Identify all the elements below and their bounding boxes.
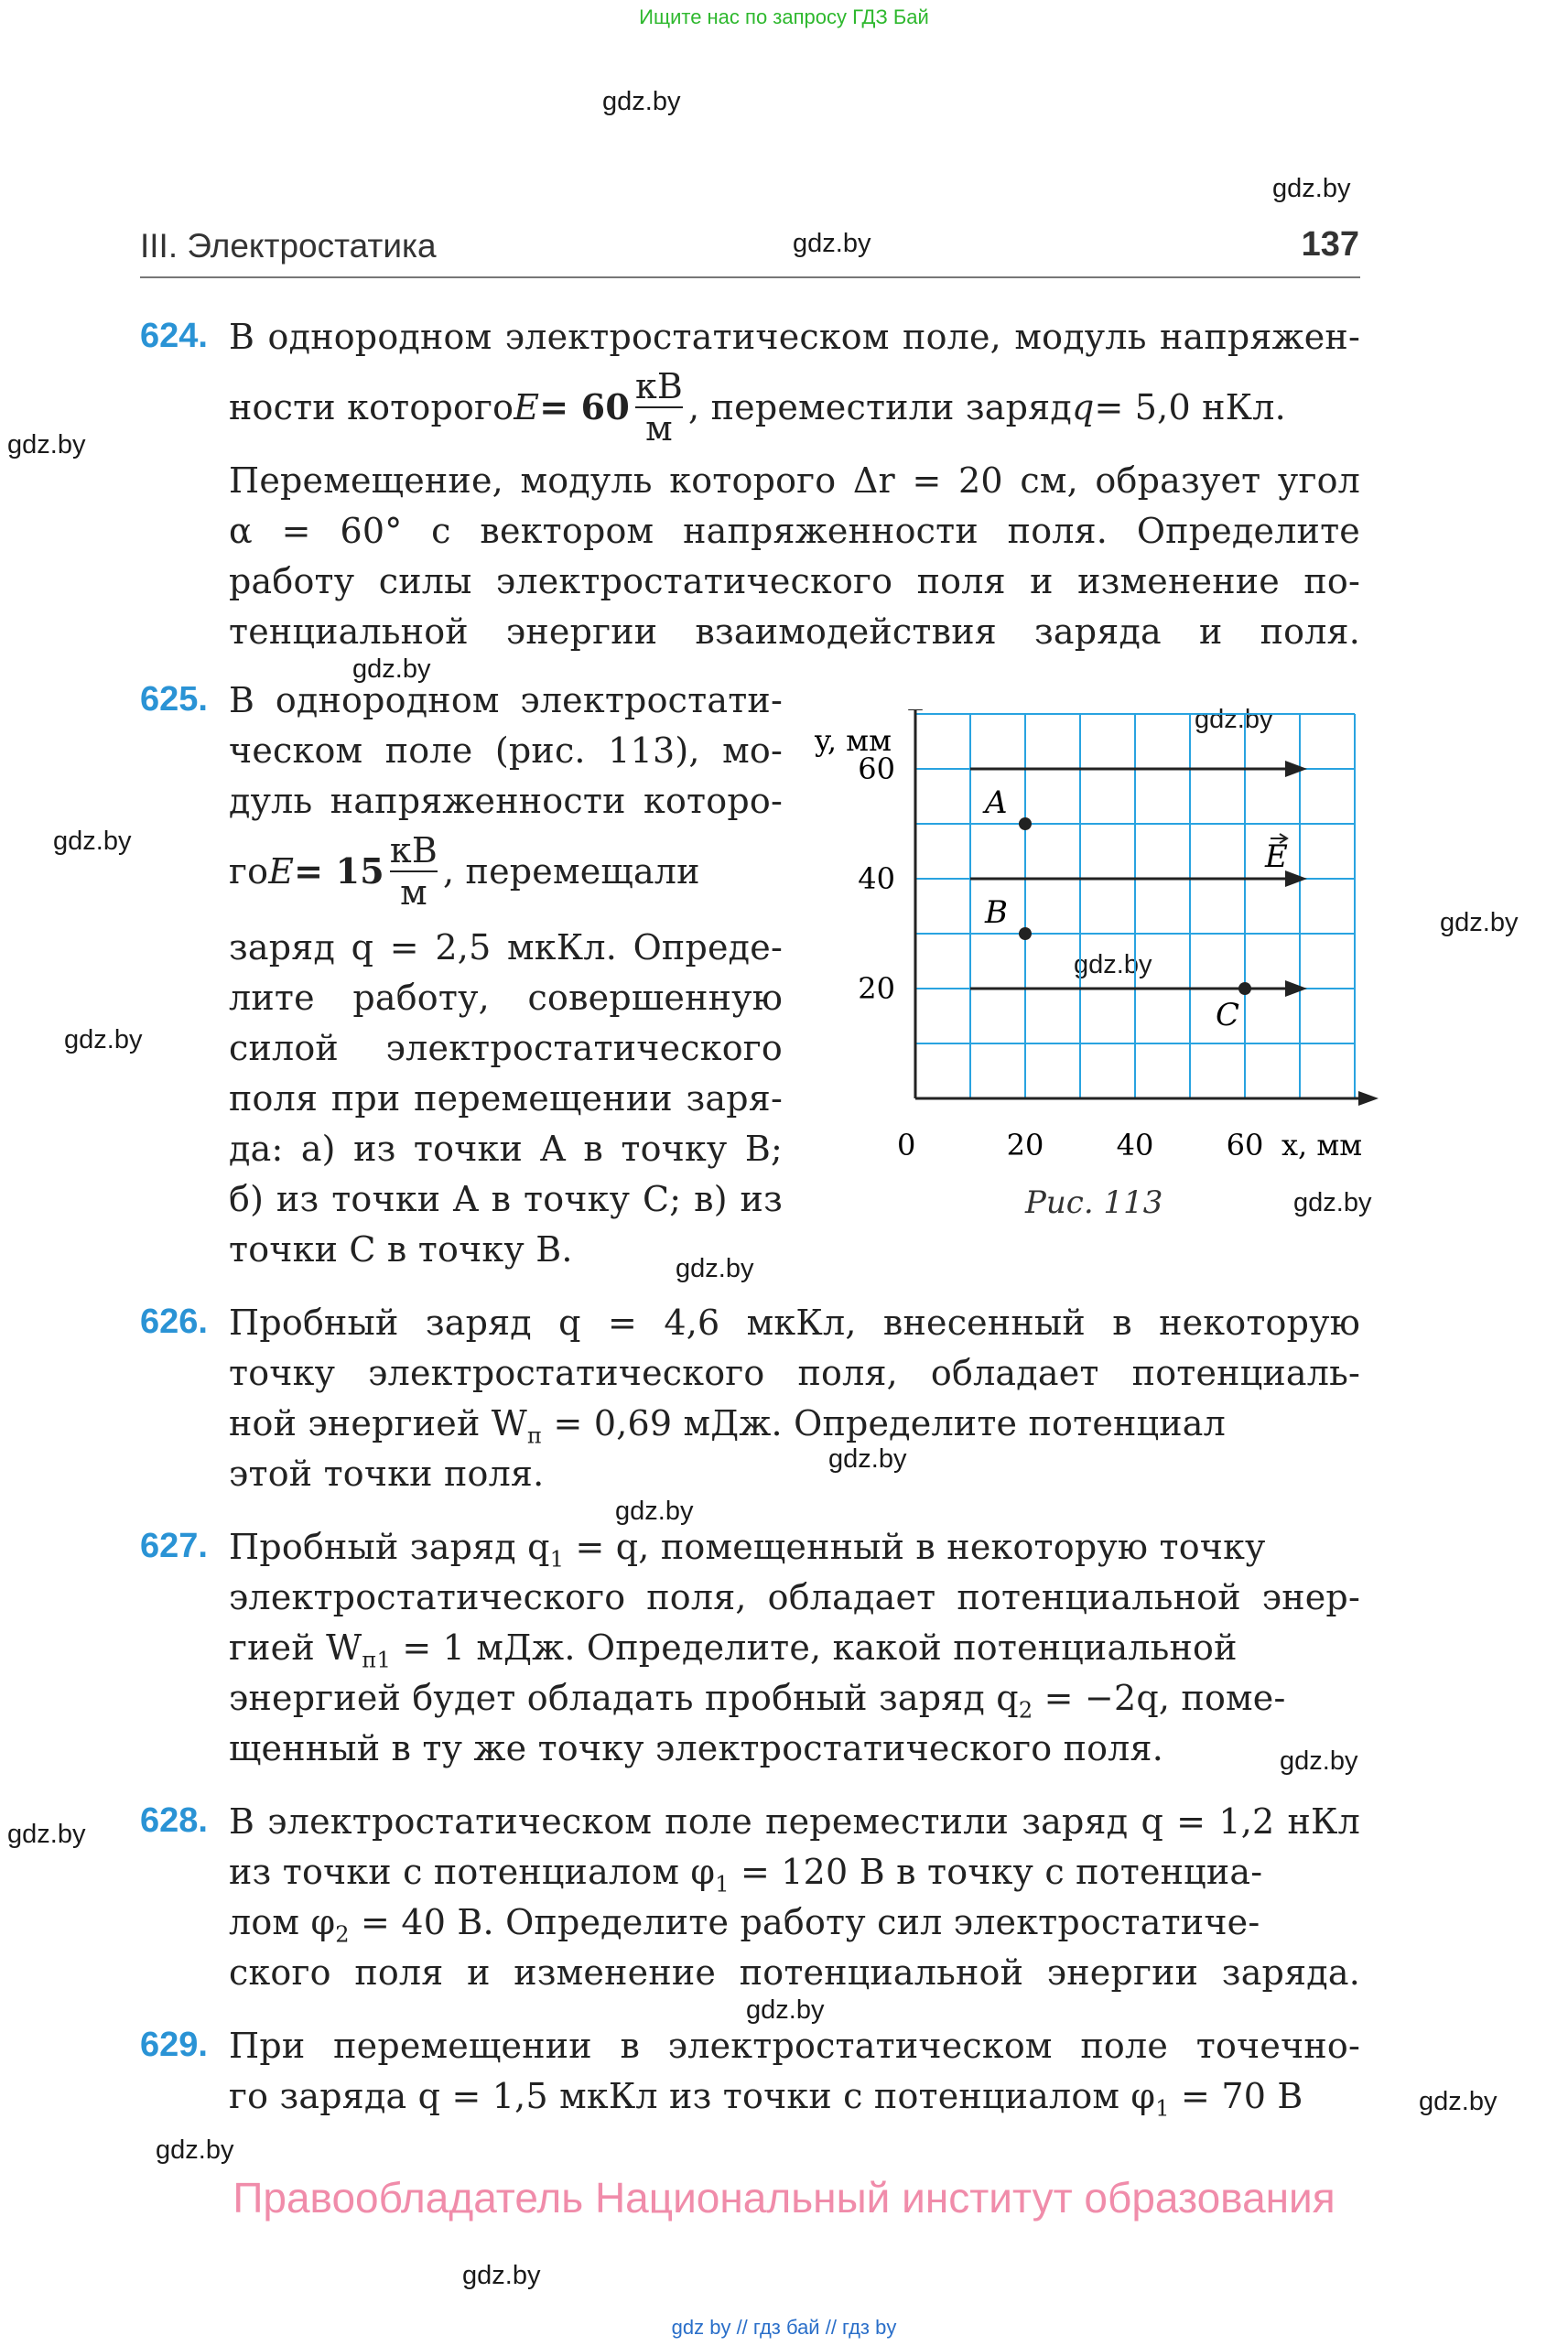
watermark: gdz.by — [1419, 2087, 1498, 2116]
problem-text-line: го заряда q = 1,5 мкКл из точки с потенциалом $\varphi_1 = 70$ В — [229, 2076, 1303, 2122]
page-number: 137 — [1301, 225, 1359, 264]
watermark: gdz.by — [1440, 908, 1519, 937]
footer-links: gdz by // гдз бай // гдз by — [671, 2316, 897, 2339]
problem-number: 625. — [140, 680, 208, 719]
watermark: gdz.by — [352, 654, 431, 684]
problem-text-line: Перемещение, модуль которого Δr = 20 см, образует угол — [229, 460, 1360, 501]
problem-text-line: В однородном электростати- — [229, 680, 783, 720]
watermark: gdz.by — [7, 1820, 86, 1849]
figure-caption: Рис. 113 — [1025, 1184, 1163, 1221]
chapter-title: III. Электростатика — [140, 227, 437, 265]
field-line-arrow — [1285, 761, 1307, 777]
point-b — [1019, 927, 1032, 940]
watermark: gdz.by — [793, 229, 871, 258]
problem-text-line: этой точки поля. — [229, 1454, 545, 1494]
watermark: gdz.by — [746, 1995, 825, 2025]
problem-text-line: заряд q = 2,5 мкКл. Опреде- — [229, 927, 783, 968]
fraction: $\frac{кВ}{м}$ — [389, 830, 438, 913]
field-line-arrow — [1285, 980, 1307, 997]
problem-text-line: энергией будет обладать пробный заряд $q_2 = -2q$, поме- — [229, 1678, 1286, 1724]
field-vector-label: E — [1265, 838, 1288, 875]
watermark: gdz.by — [1074, 950, 1152, 979]
problem-number: 626. — [140, 1303, 208, 1341]
header-rule — [140, 276, 1360, 278]
watermark: gdz.by — [64, 1025, 143, 1054]
y-tick-label: 20 — [858, 971, 895, 1006]
point-label: C — [1216, 997, 1240, 1033]
problem-number: 624. — [140, 317, 208, 355]
problem-text-line: электростатического поля, обладает потенциальной энер- — [229, 1577, 1360, 1617]
problem-text-line: α = 60° с вектором напряженности поля. Определите — [229, 511, 1360, 551]
problem-text-line: лом $\varphi_2 = 40$ В. Определите работу сил электростатиче- — [229, 1902, 1260, 1948]
problem-text-line: В однородном электростатическом поле, модуль напряжен- — [229, 317, 1360, 357]
x-axis-arrow — [1358, 1091, 1379, 1106]
watermark: gdz.by — [602, 87, 681, 116]
problem-text-line: В электростатическом поле переместили заряд q = 1,2 нКл — [229, 1801, 1360, 1842]
point-c — [1238, 982, 1251, 995]
x-tick-label: 40 — [1116, 1128, 1154, 1162]
problem-text-line: дуль напряженности которо- — [229, 781, 783, 821]
problem-text-line: работу силы электростатического поля и изменение по- — [229, 561, 1360, 601]
problem-text-line: гией $W_{п1} = 1$ мДж. Определите, какой потенциальной — [229, 1627, 1238, 1673]
problem-text-line: да: а) из точки A в точку B; — [229, 1129, 783, 1169]
problem-text-line: силой электростатического — [229, 1028, 783, 1068]
problem-text-line: поля при перемещении заря- — [229, 1078, 783, 1119]
watermark: gdz.by — [156, 2135, 234, 2165]
problem-text-line: точку электростатического поля, обладает потенциаль- — [229, 1353, 1360, 1393]
problem-text-line: Пробный заряд $q_1 = q$, помещенный в некоторую точку — [229, 1527, 1266, 1573]
problem-text-line: ности которого E = 60 $\frac{кВ}{м}$ , переместили заряд q = 5,0 нКл. — [229, 366, 1286, 449]
problem-text-line: При перемещении в электростатическом поле точечно- — [229, 2026, 1360, 2066]
problem-text-line: ского поля и изменение потенциальной энергии заряда. — [229, 1952, 1360, 1993]
watermark: gdz.by — [828, 1444, 907, 1474]
fraction: $\frac{кВ}{м}$ — [634, 366, 684, 449]
watermark: gdz.by — [1272, 174, 1351, 203]
problem-text-line: го E = 15 $\frac{кВ}{м}$ , перемещали — [229, 830, 700, 913]
problem-number: 629. — [140, 2026, 208, 2064]
watermark: gdz.by — [7, 430, 86, 459]
watermark: gdz.by — [676, 1254, 754, 1283]
watermark: gdz.by — [53, 827, 132, 856]
watermark: gdz.by — [1280, 1746, 1358, 1776]
problem-text-line: тенциальной энергии взаимодействия заряда и поля. — [229, 611, 1360, 652]
tick-labels — [858, 751, 1263, 1162]
copyright-notice: Правообладатель Национальный институт образования — [232, 2174, 1336, 2222]
point-label: A — [985, 784, 1008, 821]
problem-number: 627. — [140, 1527, 208, 1565]
x-axis-label: x, мм — [1281, 1128, 1363, 1162]
top-banner: Ищите нас по запросу ГДЗ Бай — [639, 5, 929, 28]
origin-label: 0 — [897, 1128, 916, 1162]
watermark: gdz.by — [615, 1497, 694, 1526]
y-tick-label: 40 — [858, 861, 895, 896]
y-tick-label: 60 — [858, 751, 895, 786]
problem-number: 628. — [140, 1801, 208, 1840]
field-lines — [970, 761, 1307, 997]
x-tick-label: 60 — [1226, 1128, 1264, 1162]
problem-text-line: лите работу, совершенную — [229, 978, 783, 1018]
watermark: gdz.by — [1195, 705, 1273, 734]
problem-text-line: из точки с потенциалом $\varphi_1 = 120$ В в точку с потенциа- — [229, 1852, 1263, 1897]
points — [982, 784, 1251, 1033]
problem-text-line: точки C в точку B. — [229, 1229, 573, 1270]
problem-text-line: Пробный заряд q = 4,6 мкКл, внесенный в некоторую — [229, 1303, 1360, 1343]
field-line-arrow — [1285, 870, 1307, 887]
y-axis-label: y, мм — [815, 723, 892, 758]
problem-text-line: ной энергией $W_п = 0,69$ мДж. Определите потенциал — [229, 1403, 1226, 1449]
y-axis-arrow — [908, 709, 923, 710]
problem-text-line: б) из точки A в точку C; в) из — [229, 1179, 783, 1219]
point-label: B — [985, 894, 1008, 931]
x-tick-label: 20 — [1006, 1128, 1044, 1162]
problem-text-line: щенный в ту же точку электростатического поля. — [229, 1728, 1163, 1768]
problem-text-line: ческом поле (рис. 113), мо- — [229, 730, 783, 771]
watermark: gdz.by — [462, 2261, 541, 2290]
figure-113 — [806, 709, 1391, 1231]
point-a — [1019, 817, 1032, 830]
watermark: gdz.by — [1293, 1188, 1372, 1217]
